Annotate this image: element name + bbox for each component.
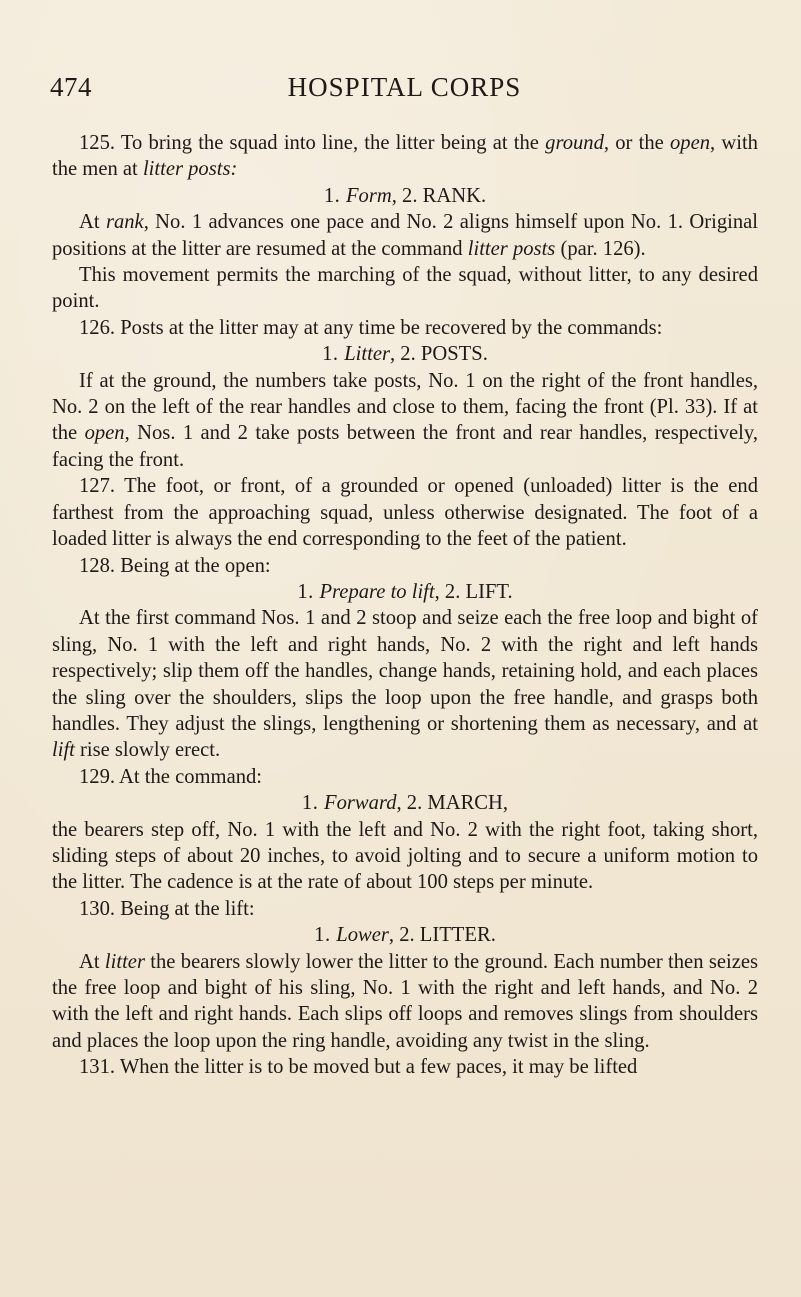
italic-term: litter posts <box>467 237 556 260</box>
paragraph-129-march: the bearers step off, No. 1 with the left and No. 2 with the right foot, taking short, sliding steps of about 20 inches, to avoid jolting and to secure a uniform motion to the litter. The cadence is at the rate of about 100 steps per minute. <box>52 818 758 894</box>
text-run: 1. <box>323 184 346 207</box>
text-run: 1. <box>297 580 320 603</box>
running-head: HOSPITAL CORPS <box>287 72 522 102</box>
italic-term: rank <box>105 211 144 234</box>
text-run: , 2. RANK. <box>391 184 487 207</box>
paragraph-129: 129. At the command: <box>79 765 263 788</box>
italic-term: lift <box>52 739 75 762</box>
text-run: the bearers slowly lower the litter to the ground. Each number then seizes the free loop and bight of his sling, No. 1 with the right and left hands, and No. 2 with the left and right hands. Each slips off loops and removes slings from shoulders and places the loop upon the ring handle, avoiding any twist in the sling. <box>52 950 758 1052</box>
italic-term: open <box>84 422 125 445</box>
command-forward-march <box>52 790 758 816</box>
text-run: , 2. POSTS. <box>390 343 488 366</box>
italic-term: Form <box>345 184 392 207</box>
paragraph-125-rank <box>52 209 758 262</box>
paragraph-125 <box>52 130 758 183</box>
page-header <box>50 72 759 112</box>
paragraph-127: 127. The foot, or front, of a grounded or opened (unloaded) litter is the end farthest from the approaching squad, unless otherwise designated. The foot of a loaded litter is always the end corresponding to the feet of the patient. <box>52 475 758 551</box>
italic-term: ground <box>545 132 604 154</box>
text-run: 1. <box>301 792 325 815</box>
italic-term: Lower <box>336 924 389 947</box>
paragraph-128-lift <box>52 605 758 763</box>
text-run: At <box>79 211 106 234</box>
paragraph-130: 130. Being at the lift: <box>79 897 255 920</box>
text-run: , 2. LIFT. <box>434 580 513 603</box>
text-run: If at the ground, the numbers take posts, No. 1 on the right of the front handles, No. 2 on the left of the rear handles and close to them, facing the front (Pl. 33). If at the <box>52 369 758 445</box>
text-run: , 2. MARCH, <box>396 792 509 815</box>
italic-term: Litter <box>344 343 390 366</box>
paragraph-126: 126. Posts at the litter may at any time be recovered by the commands: <box>79 316 663 339</box>
body-text <box>52 130 758 1081</box>
text-run: , or the <box>603 132 670 154</box>
text-run: 1. <box>322 343 345 366</box>
paragraph-131: 131. When the litter is to be moved but a few paces, it may be lifted <box>79 1056 638 1079</box>
text-run: , Nos. 1 and 2 take posts between the front and rear handles, respectively, facing the front. <box>52 422 758 471</box>
text-run: , 2. LITTER. <box>388 924 496 947</box>
command-litter-posts <box>52 341 758 367</box>
paragraph-128: 128. Being at the open: <box>79 554 271 577</box>
paragraph-125-movement: This movement permits the marching of the squad, without litter, to any desired point. <box>52 264 758 313</box>
text-run: 125. To bring the squad into line, the litter being at the <box>79 132 546 154</box>
command-form-rank <box>52 183 758 209</box>
text-run: 1. <box>314 924 337 947</box>
command-lower-litter <box>52 922 758 948</box>
paragraph-130-lower <box>52 949 758 1055</box>
text-run: rise slowly erect. <box>74 739 221 762</box>
italic-term: litter posts: <box>142 158 238 181</box>
paragraph-126-posts <box>52 368 758 474</box>
page-number: 474 <box>50 72 92 102</box>
command-prepare-lift <box>52 579 758 605</box>
italic-term: litter <box>104 950 145 973</box>
text-run: At the first command Nos. 1 and 2 stoop and seize each the free loop and bight of sling, No. 1 with the left and right hands, No. 2 with the right and left hands respectively; slip them off the handles, change hands, retaining hold, and each places the sling over the shoulders, slips the loop upon the free handle, and grasps both handles. They adjust the slings, lengthening or shortening them as necessary, and at <box>52 607 758 735</box>
text-run: , with the men at <box>52 132 758 181</box>
italic-term: open <box>669 132 711 154</box>
italic-term: Forward <box>324 792 397 815</box>
italic-term: Prepare to lift <box>319 580 435 603</box>
text-run: (par. 126). <box>555 237 646 260</box>
text-run: At <box>79 950 105 973</box>
text-run: , No. 1 advances one pace and No. 2 aligns himself upon No. 1. Original positions at the litter are resumed at the command <box>52 211 758 260</box>
